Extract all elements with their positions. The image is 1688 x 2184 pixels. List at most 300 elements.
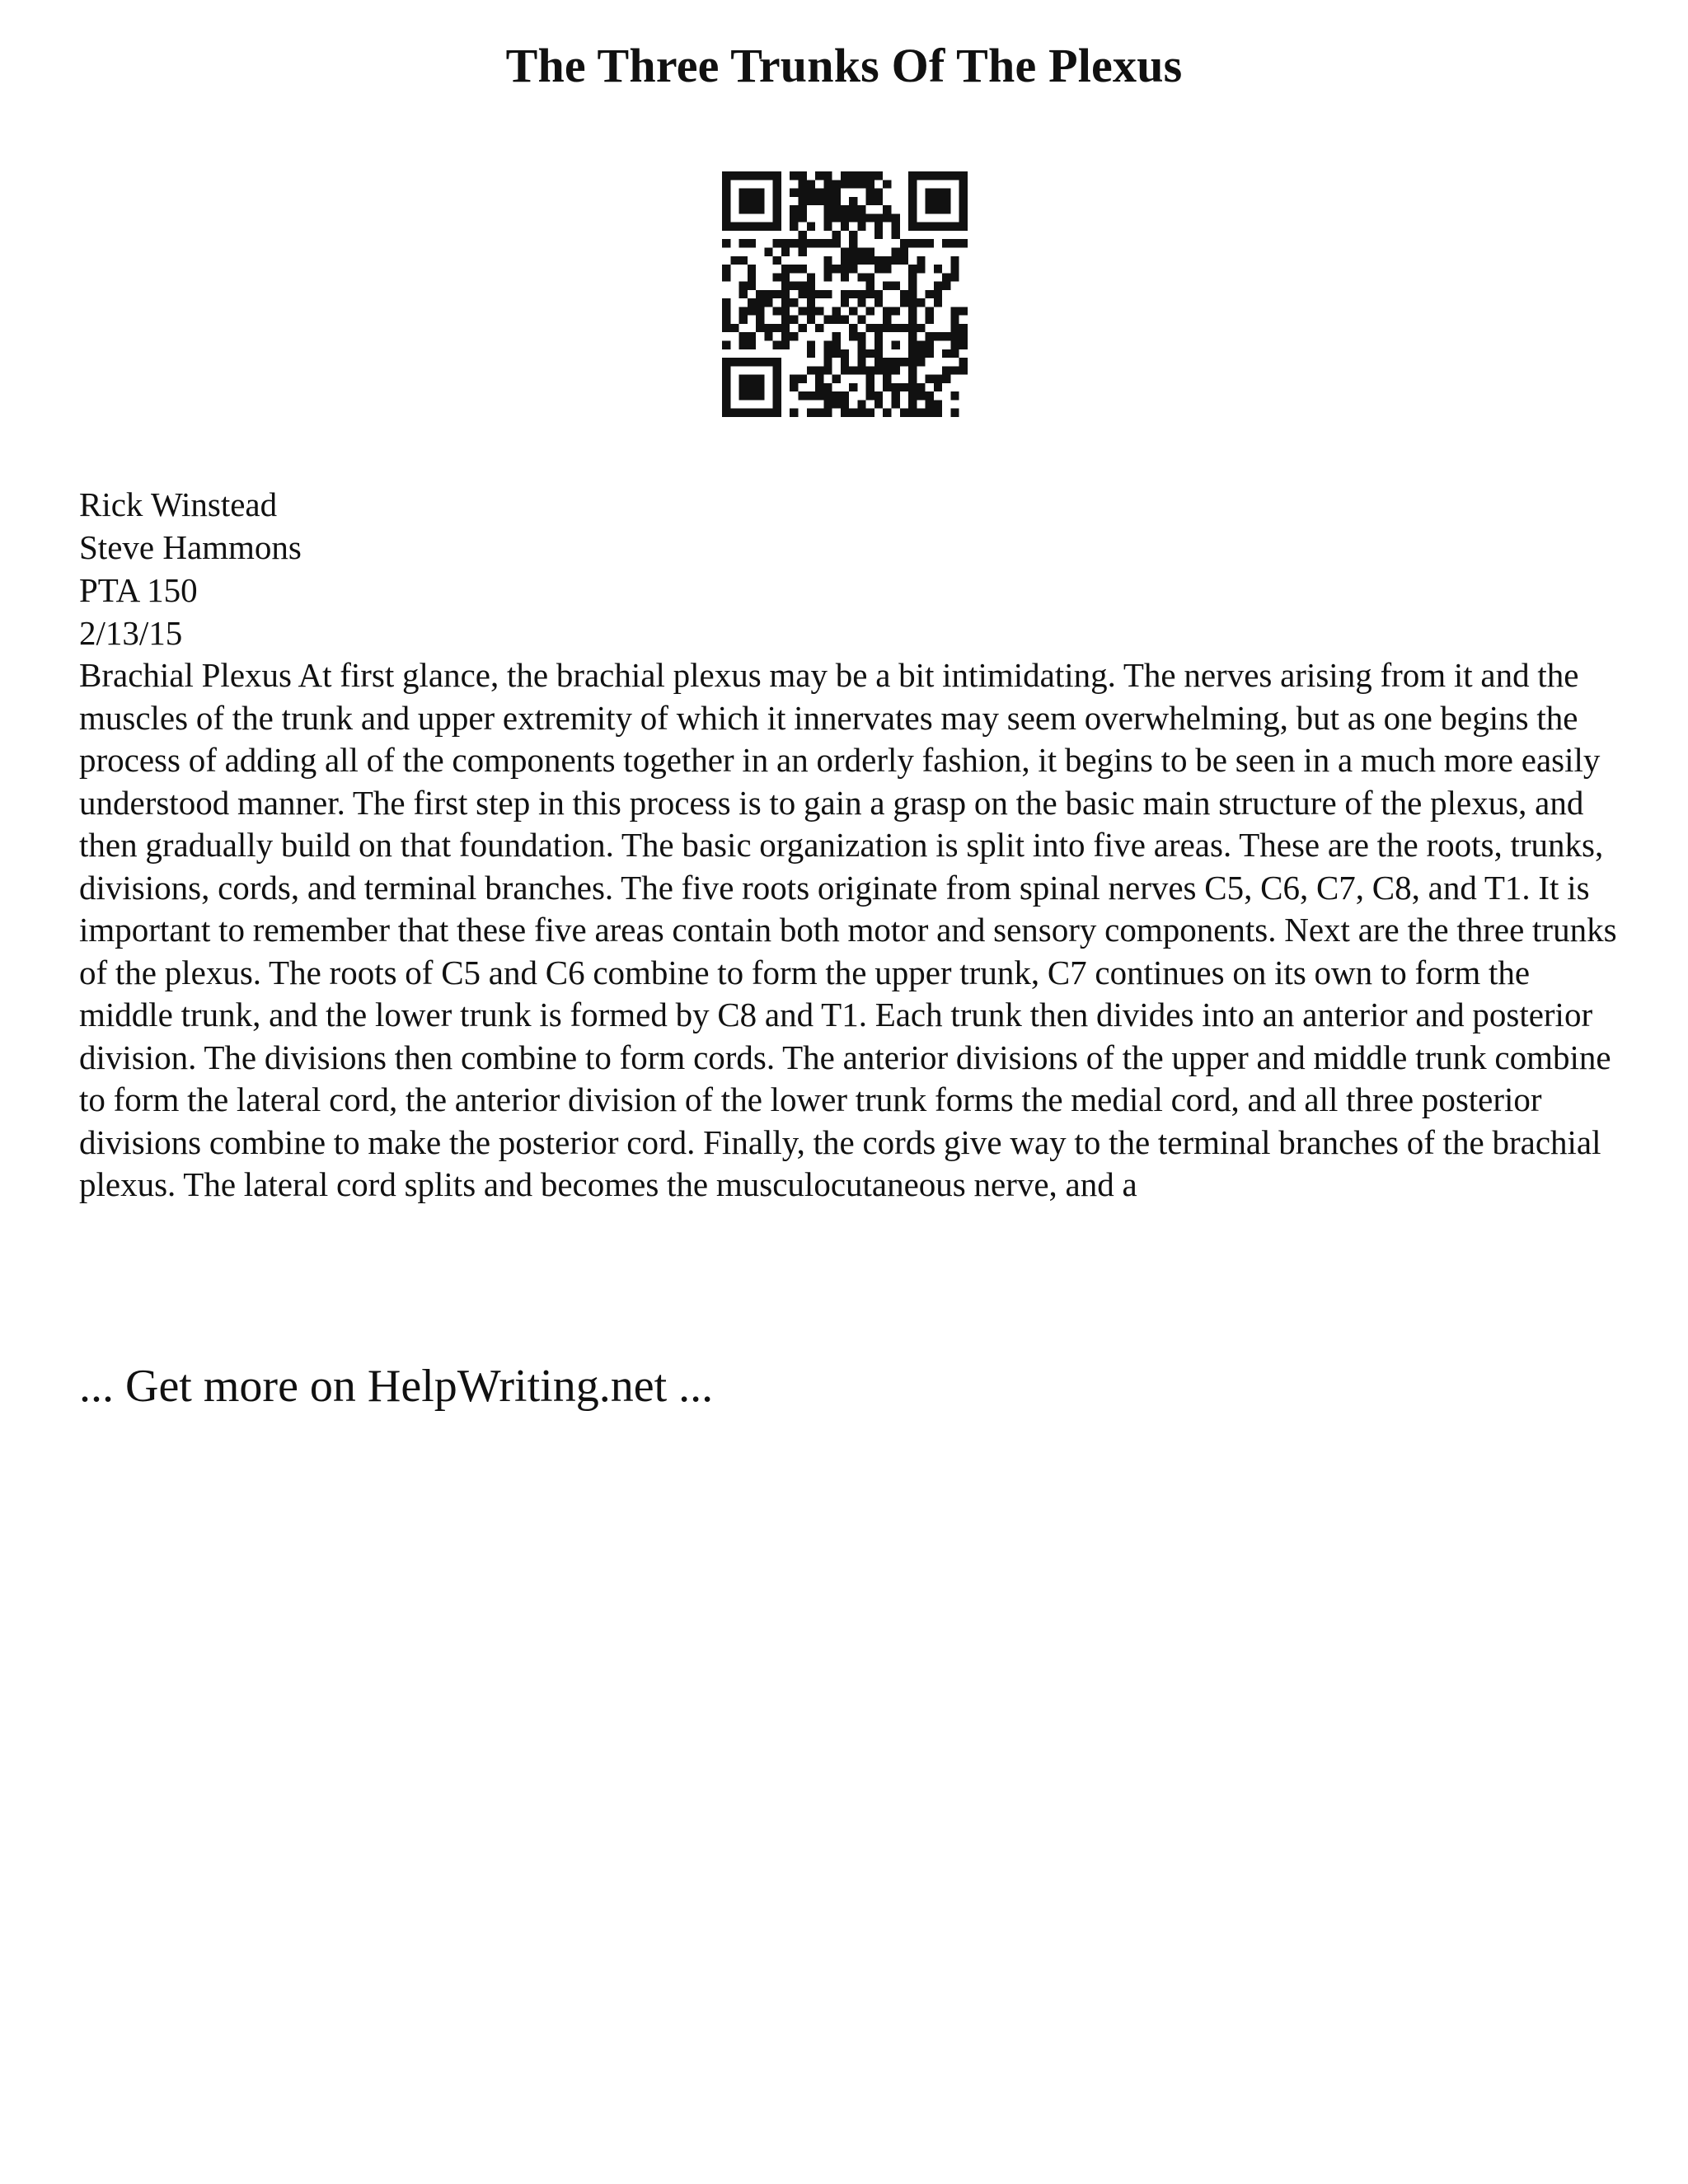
qr-module xyxy=(773,189,781,197)
qr-module xyxy=(959,324,968,332)
qr-module xyxy=(892,324,900,332)
instructor-name: Steve Hammons xyxy=(79,528,302,566)
qr-module xyxy=(908,213,917,222)
qr-module xyxy=(815,375,823,383)
qr-module xyxy=(857,290,865,298)
qr-module xyxy=(748,171,756,180)
qr-module xyxy=(841,349,849,358)
qr-module xyxy=(790,189,798,197)
qr-module xyxy=(807,273,815,281)
qr-module xyxy=(764,298,772,307)
qr-module xyxy=(917,358,925,366)
qr-module xyxy=(892,358,900,366)
qr-module xyxy=(892,400,900,408)
qr-module xyxy=(892,223,900,231)
qr-module xyxy=(857,358,865,366)
qr-module xyxy=(807,341,815,349)
qr-module xyxy=(934,409,942,417)
qr-module xyxy=(917,239,925,247)
qr-module xyxy=(857,213,865,222)
qr-module xyxy=(849,324,857,332)
qr-module xyxy=(722,391,730,400)
qr-module xyxy=(908,290,917,298)
qr-module xyxy=(900,324,908,332)
qr-module xyxy=(959,307,968,315)
qr-module xyxy=(900,247,908,255)
qr-module xyxy=(756,391,764,400)
qr-module xyxy=(722,239,730,247)
qr-module xyxy=(722,358,730,366)
qr-module xyxy=(739,205,748,213)
qr-module xyxy=(908,273,917,281)
qr-module xyxy=(815,383,823,391)
qr-module xyxy=(748,409,756,417)
qr-module xyxy=(815,290,823,298)
qr-module xyxy=(841,223,849,231)
qr-module xyxy=(849,307,857,315)
qr-module xyxy=(748,282,756,290)
qr-module xyxy=(942,223,950,231)
qr-module xyxy=(722,298,730,307)
qr-module xyxy=(917,171,925,180)
qr-module xyxy=(823,366,832,374)
qr-module xyxy=(908,375,917,383)
qr-module xyxy=(908,223,917,231)
qr-module xyxy=(748,265,756,273)
qr-module xyxy=(917,223,925,231)
qr-module xyxy=(807,180,815,188)
qr-module xyxy=(857,316,865,324)
qr-module xyxy=(883,358,891,366)
qr-module xyxy=(739,358,748,366)
qr-module xyxy=(866,391,874,400)
qr-module xyxy=(807,409,815,417)
qr-module xyxy=(790,375,798,383)
qr-module xyxy=(722,316,730,324)
qr-module xyxy=(773,391,781,400)
qr-module xyxy=(934,298,942,307)
qr-module xyxy=(874,298,883,307)
qr-module xyxy=(823,180,832,188)
qr-module xyxy=(849,265,857,273)
qr-module xyxy=(883,375,891,383)
document-title: The Three Trunks Of The Plexus xyxy=(505,39,1183,92)
qr-module xyxy=(722,383,730,391)
qr-module xyxy=(739,332,748,340)
qr-module xyxy=(748,307,756,315)
qr-module xyxy=(739,375,748,383)
qr-module xyxy=(892,231,900,239)
qr-module xyxy=(756,375,764,383)
qr-module xyxy=(934,375,942,383)
qr-module xyxy=(722,307,730,315)
qr-module xyxy=(874,391,883,400)
essay-body: Brachial Plexus At first glance, the brachial plexus may be a bit intimidating. The nerves arising from it and the muscles of the trunk and upper extremity of which it innervates may seem overwhelming, but as one begins the process of adding all of the components together in an orderly fashion, it begins to be seen in a much more easily understood manner. The first step in this process is to gain a grasp on the basic main structure of the plexus, and then gradually build on that foundation. The basic organization is split into five areas. These are the roots, trunks, divisions, cords, and terminal branches. The five roots originate from spinal nerves C5, C6, C7, C8, and T1. It is important to remember that these five areas contain both motor and sensory components. Next are the three trunks of the plexus. The roots of C5 and C6 combine to form the upper trunk, C7 continues on its own to form the middle trunk, and the lower trunk is formed by C8 and T1. Each trunk then divides into an anterior and posterior division. The divisions then combine to form cords. The anterior divisions of the upper and middle trunk combine to form the lateral cord, the anterior division of the lower trunk forms the medial cord, and all three posterior divisions combine to make the posterior cord. Finally, the cords give way to the terminal branches of the brachial plexus. The lateral cord splits and becomes the musculocutaneous nerve, and a xyxy=(79,656,1617,1203)
qr-module xyxy=(773,341,781,349)
qr-module xyxy=(959,341,968,349)
qr-module xyxy=(756,307,764,315)
qr-module xyxy=(764,358,772,366)
qr-module xyxy=(874,324,883,332)
qr-module xyxy=(959,332,968,340)
qr-module xyxy=(756,205,764,213)
qr-module xyxy=(832,197,841,205)
qr-module xyxy=(874,332,883,340)
qr-module xyxy=(874,223,883,231)
qr-module xyxy=(866,324,874,332)
qr-module xyxy=(892,307,900,315)
qr-module xyxy=(908,171,917,180)
qr-module xyxy=(908,197,917,205)
qr-module xyxy=(841,265,849,273)
qr-module xyxy=(892,366,900,374)
qr-module xyxy=(790,171,798,180)
qr-module xyxy=(866,375,874,383)
qr-module xyxy=(849,383,857,391)
qr-module xyxy=(815,197,823,205)
qr-module xyxy=(832,180,841,188)
qr-module xyxy=(908,341,917,349)
qr-module xyxy=(908,265,917,273)
qr-module xyxy=(823,171,832,180)
qr-module xyxy=(756,223,764,231)
qr-module xyxy=(926,189,934,197)
qr-module xyxy=(857,247,865,255)
qr-module xyxy=(841,400,849,408)
qr-module xyxy=(798,324,806,332)
qr-module xyxy=(874,171,883,180)
qr-module xyxy=(849,180,857,188)
qr-module xyxy=(926,290,934,298)
qr-module xyxy=(857,298,865,307)
qr-module xyxy=(866,256,874,265)
qr-module xyxy=(874,256,883,265)
qr-module xyxy=(959,197,968,205)
qr-module xyxy=(934,383,942,391)
qr-module xyxy=(781,290,790,298)
qr-module xyxy=(764,223,772,231)
qr-module xyxy=(823,409,832,417)
qr-module xyxy=(823,400,832,408)
qr-module xyxy=(790,213,798,222)
qr-module xyxy=(841,213,849,222)
qr-module xyxy=(773,290,781,298)
qr-module xyxy=(959,223,968,231)
qr-module xyxy=(866,349,874,358)
qr-module xyxy=(807,316,815,324)
qr-module xyxy=(764,171,772,180)
qr-module xyxy=(934,223,942,231)
qr-module xyxy=(773,205,781,213)
qr-module xyxy=(748,298,756,307)
qr-module xyxy=(798,205,806,213)
qr-module xyxy=(866,197,874,205)
qr-module xyxy=(857,400,865,408)
qr-module xyxy=(756,197,764,205)
qr-module xyxy=(959,180,968,188)
qr-module xyxy=(917,341,925,349)
qr-module xyxy=(730,256,738,265)
qr-module xyxy=(807,349,815,358)
qr-module xyxy=(730,409,738,417)
qr-module xyxy=(807,197,815,205)
qr-module xyxy=(823,391,832,400)
qr-module xyxy=(934,282,942,290)
qr-module xyxy=(748,189,756,197)
qr-module xyxy=(950,324,959,332)
qr-module xyxy=(748,273,756,281)
qr-module xyxy=(874,358,883,366)
qr-module xyxy=(926,223,934,231)
qr-module xyxy=(773,197,781,205)
qr-module xyxy=(832,239,841,247)
qr-module xyxy=(926,400,934,408)
qr-module xyxy=(908,409,917,417)
qr-module xyxy=(739,409,748,417)
qr-module xyxy=(908,400,917,408)
qr-module xyxy=(756,358,764,366)
qr-module xyxy=(892,341,900,349)
qr-module xyxy=(900,383,908,391)
qr-module xyxy=(917,256,925,265)
qr-module xyxy=(926,205,934,213)
qr-module xyxy=(781,265,790,273)
qr-module xyxy=(756,316,764,324)
qr-module xyxy=(748,205,756,213)
qr-module xyxy=(900,290,908,298)
qr-module xyxy=(892,247,900,255)
qr-module xyxy=(857,171,865,180)
qr-module xyxy=(722,189,730,197)
qr-module xyxy=(908,332,917,340)
qr-module xyxy=(917,409,925,417)
qr-module xyxy=(866,171,874,180)
qr-module xyxy=(832,307,841,315)
qr-module xyxy=(866,383,874,391)
qr-module xyxy=(815,366,823,374)
qr-module xyxy=(815,189,823,197)
qr-module xyxy=(942,239,950,247)
qr-module xyxy=(722,180,730,188)
qr-module xyxy=(908,366,917,374)
qr-module xyxy=(823,265,832,273)
qr-module xyxy=(823,205,832,213)
qr-module xyxy=(849,213,857,222)
qr-module xyxy=(857,341,865,349)
qr-module xyxy=(748,197,756,205)
qr-module xyxy=(942,282,950,290)
qr-module xyxy=(748,391,756,400)
qr-module xyxy=(866,189,874,197)
qr-module xyxy=(942,171,950,180)
qr-module xyxy=(959,213,968,222)
qr-module xyxy=(942,205,950,213)
qr-module xyxy=(900,298,908,307)
qr-module xyxy=(832,189,841,197)
qr-module xyxy=(934,290,942,298)
qr-module xyxy=(815,171,823,180)
qr-module xyxy=(959,205,968,213)
qr-module xyxy=(908,298,917,307)
qr-module xyxy=(773,400,781,408)
qr-module xyxy=(798,290,806,298)
qr-module xyxy=(739,290,748,298)
qr-module xyxy=(773,180,781,188)
qr-module xyxy=(790,239,798,247)
qr-module xyxy=(866,247,874,255)
qr-module xyxy=(917,298,925,307)
qr-module xyxy=(756,383,764,391)
qr-module xyxy=(807,189,815,197)
header-meta xyxy=(79,483,1563,654)
qr-module xyxy=(748,239,756,247)
qr-module xyxy=(756,171,764,180)
qr-module xyxy=(950,307,959,315)
qr-module xyxy=(781,282,790,290)
qr-module xyxy=(849,290,857,298)
qr-module xyxy=(849,231,857,239)
qr-module xyxy=(917,391,925,400)
qr-module xyxy=(832,349,841,358)
qr-module xyxy=(739,307,748,315)
qr-module xyxy=(849,197,857,205)
qr-module xyxy=(883,265,891,273)
qr-module xyxy=(798,213,806,222)
qr-module xyxy=(790,409,798,417)
qr-module xyxy=(857,256,865,265)
qr-module xyxy=(950,239,959,247)
qr-module xyxy=(739,197,748,205)
qr-module xyxy=(950,256,959,265)
qr-module xyxy=(739,341,748,349)
qr-module xyxy=(950,349,959,358)
qr-module xyxy=(942,332,950,340)
qr-module xyxy=(841,247,849,255)
qr-module xyxy=(832,391,841,400)
qr-module xyxy=(773,383,781,391)
qr-module xyxy=(790,316,798,324)
qr-module xyxy=(823,358,832,366)
qr-module xyxy=(773,409,781,417)
qr-module xyxy=(841,180,849,188)
qr-module xyxy=(883,256,891,265)
qr-module xyxy=(807,366,815,374)
qr-module xyxy=(790,383,798,391)
qr-module xyxy=(866,409,874,417)
qr-module xyxy=(908,324,917,332)
qr-module xyxy=(781,239,790,247)
qr-module xyxy=(790,282,798,290)
qr-module xyxy=(883,180,891,188)
get-more-link[interactable]: ... Get more on HelpWriting.net ... xyxy=(79,1361,714,1412)
qr-module xyxy=(874,231,883,239)
qr-module xyxy=(883,366,891,374)
qr-module xyxy=(773,171,781,180)
qr-module xyxy=(908,205,917,213)
qr-module xyxy=(730,171,738,180)
qr-module xyxy=(730,358,738,366)
qr-module xyxy=(849,247,857,255)
qr-module xyxy=(798,391,806,400)
qr-module xyxy=(730,324,738,332)
qr-module xyxy=(908,282,917,290)
course-name: PTA 150 xyxy=(79,571,198,609)
qr-module xyxy=(756,324,764,332)
qr-module xyxy=(849,256,857,265)
qr-module xyxy=(900,239,908,247)
qr-module xyxy=(832,231,841,239)
qr-module xyxy=(739,171,748,180)
qr-module xyxy=(934,400,942,408)
qr-module xyxy=(874,197,883,205)
qr-module xyxy=(722,366,730,374)
qr-module xyxy=(841,256,849,265)
qr-module xyxy=(908,189,917,197)
qr-module xyxy=(790,265,798,273)
qr-module xyxy=(807,223,815,231)
qr-module xyxy=(823,189,832,197)
author-name: Rick Winstead xyxy=(79,485,278,523)
qr-module xyxy=(823,290,832,298)
qr-module xyxy=(883,205,891,213)
qr-module xyxy=(773,239,781,247)
qr-module xyxy=(950,332,959,340)
qr-module xyxy=(908,349,917,358)
qr-module xyxy=(841,290,849,298)
qr-module xyxy=(900,358,908,366)
qr-module xyxy=(841,205,849,213)
qr-module xyxy=(815,239,823,247)
qr-module xyxy=(722,400,730,408)
qr-module xyxy=(722,223,730,231)
qr-module xyxy=(773,256,781,265)
qr-module xyxy=(892,282,900,290)
qr-module xyxy=(857,223,865,231)
qr-module xyxy=(807,239,815,247)
qr-module xyxy=(739,391,748,400)
qr-module xyxy=(883,307,891,315)
qr-module xyxy=(773,273,781,281)
qr-module xyxy=(866,282,874,290)
qr-module xyxy=(773,223,781,231)
qr-module xyxy=(926,391,934,400)
qr-module xyxy=(823,223,832,231)
qr-module xyxy=(790,223,798,231)
qr-module xyxy=(781,298,790,307)
qr-module xyxy=(773,307,781,315)
qr-module xyxy=(950,409,959,417)
qr-module xyxy=(874,349,883,358)
qr-module xyxy=(790,205,798,213)
qr-module xyxy=(883,409,891,417)
qr-module xyxy=(832,341,841,349)
qr-module xyxy=(781,273,790,281)
qr-module xyxy=(926,332,934,340)
qr-module xyxy=(815,307,823,315)
qr-module xyxy=(798,189,806,197)
qr-module xyxy=(739,189,748,197)
qr-module xyxy=(756,298,764,307)
qr-module xyxy=(942,189,950,197)
qr-module xyxy=(942,366,950,374)
qr-module xyxy=(841,171,849,180)
qr-module xyxy=(926,316,934,324)
qr-module xyxy=(950,316,959,324)
qr-module xyxy=(756,409,764,417)
qr-module xyxy=(942,375,950,383)
qr-module xyxy=(857,205,865,213)
qr-module xyxy=(883,324,891,332)
